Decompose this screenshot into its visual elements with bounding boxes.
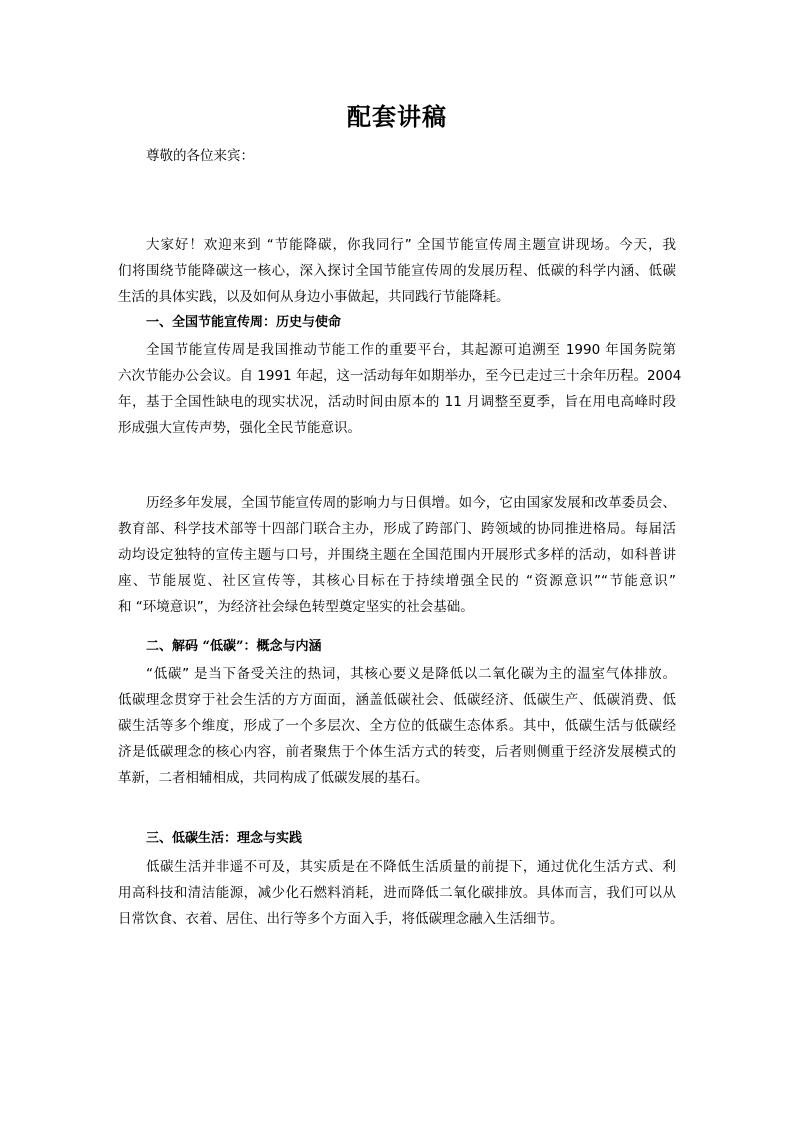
- section3-heading: 三、低碳生活：理念与实践: [146, 831, 303, 846]
- section2-p1-line-3: 碳生活等多个维度，形成了一个多层次、全方位的低碳生态体系。其中，低碳生活与低碳经: [118, 718, 676, 734]
- section1-p2-line-5: 和 “环境意识”，为经济社会绿色转型奠定坚实的社会基础。: [118, 599, 474, 615]
- section1-p1-line-4: 形成强大宣传声势，强化全民节能意识。: [118, 420, 361, 436]
- section2-p1-line-5: 革新，二者相辅相成，共同构成了低碳发展的基石。: [118, 770, 429, 786]
- section2-p1-line-1: “低碳” 是当下备受关注的热词，其核心要义是降低以二氧化碳为主的温室气体排放。: [146, 666, 676, 682]
- section1-p1-line-2: 六次节能办公会议。自 1991 年起，这一活动每年如期举办，至今已走过三十余年历程。2004: [118, 368, 682, 384]
- section2-p1-line-2: 低碳理念贯穿于社会生活的方方面面，涵盖低碳社会、低碳经济、低碳生产、低碳消费、低: [118, 692, 676, 708]
- section1-p2-line-1: 历经多年发展，全国节能宣传周的影响力与日俱增。如今，它由国家发展和改革委员会、: [146, 495, 676, 511]
- section1-p2-line-2: 教育部、科学技术部等十四部门联合主办，形成了跨部门、跨领域的协同推进格局。每届活: [118, 521, 676, 537]
- document-title: 配套讲稿: [347, 102, 447, 131]
- section1-heading: 一、全国节能宣传周：历史与使命: [146, 315, 342, 330]
- intro-line-2: 们将围绕节能降碳这一核心，深入探讨全国节能宣传周的发展历程、低碳的科学内涵、低碳: [118, 263, 676, 279]
- section1-p1-line-1: 全国节能宣传周是我国推动节能工作的重要平台，其起源可追溯至 1990 年国务院第: [146, 342, 676, 358]
- section2-p1-line-4: 济是低碳理念的核心内容，前者聚焦于个体生活方式的转变，后者则侧重于经济发展模式的: [118, 744, 676, 760]
- section1-p2-line-4: 座、节能展览、社区宣传等，其核心目标在于持续增强全民的 “资源意识”“节能意识”: [118, 573, 676, 589]
- greeting: 尊敬的各位来宾：: [146, 148, 254, 164]
- section1-p1-line-3: 年，基于全国性缺电的现实状况，活动时间由原本的 11 月调整至夏季，旨在用电高峰时段: [118, 394, 676, 410]
- section2-heading: 二、解码 “低碳”：概念与内涵: [146, 639, 322, 654]
- section3-p1-line-2: 用高科技和清洁能源，减少化石燃料消耗，进而降低二氧化碳排放。具体而言，我们可以从: [118, 885, 676, 901]
- section3-p1-line-1: 低碳生活并非遥不可及，其实质是在不降低生活质量的前提下，通过优化生活方式、利: [146, 859, 676, 875]
- section1-p2-line-3: 动均设定独特的宣传主题与口号，并围绕主题在全国范围内开展形式多样的活动，如科普讲: [118, 547, 676, 563]
- section3-p1-line-3: 日常饮食、衣着、居住、出行等多个方面入手，将低碳理念融入生活细节。: [118, 911, 564, 927]
- intro-line-3: 生活的具体实践，以及如何从身边小事做起，共同践行节能降耗。: [118, 289, 510, 305]
- intro-line-1: 大家好！欢迎来到 “节能降碳，你我同行” 全国节能宣传周主题宣讲现场。今天，我: [146, 237, 676, 253]
